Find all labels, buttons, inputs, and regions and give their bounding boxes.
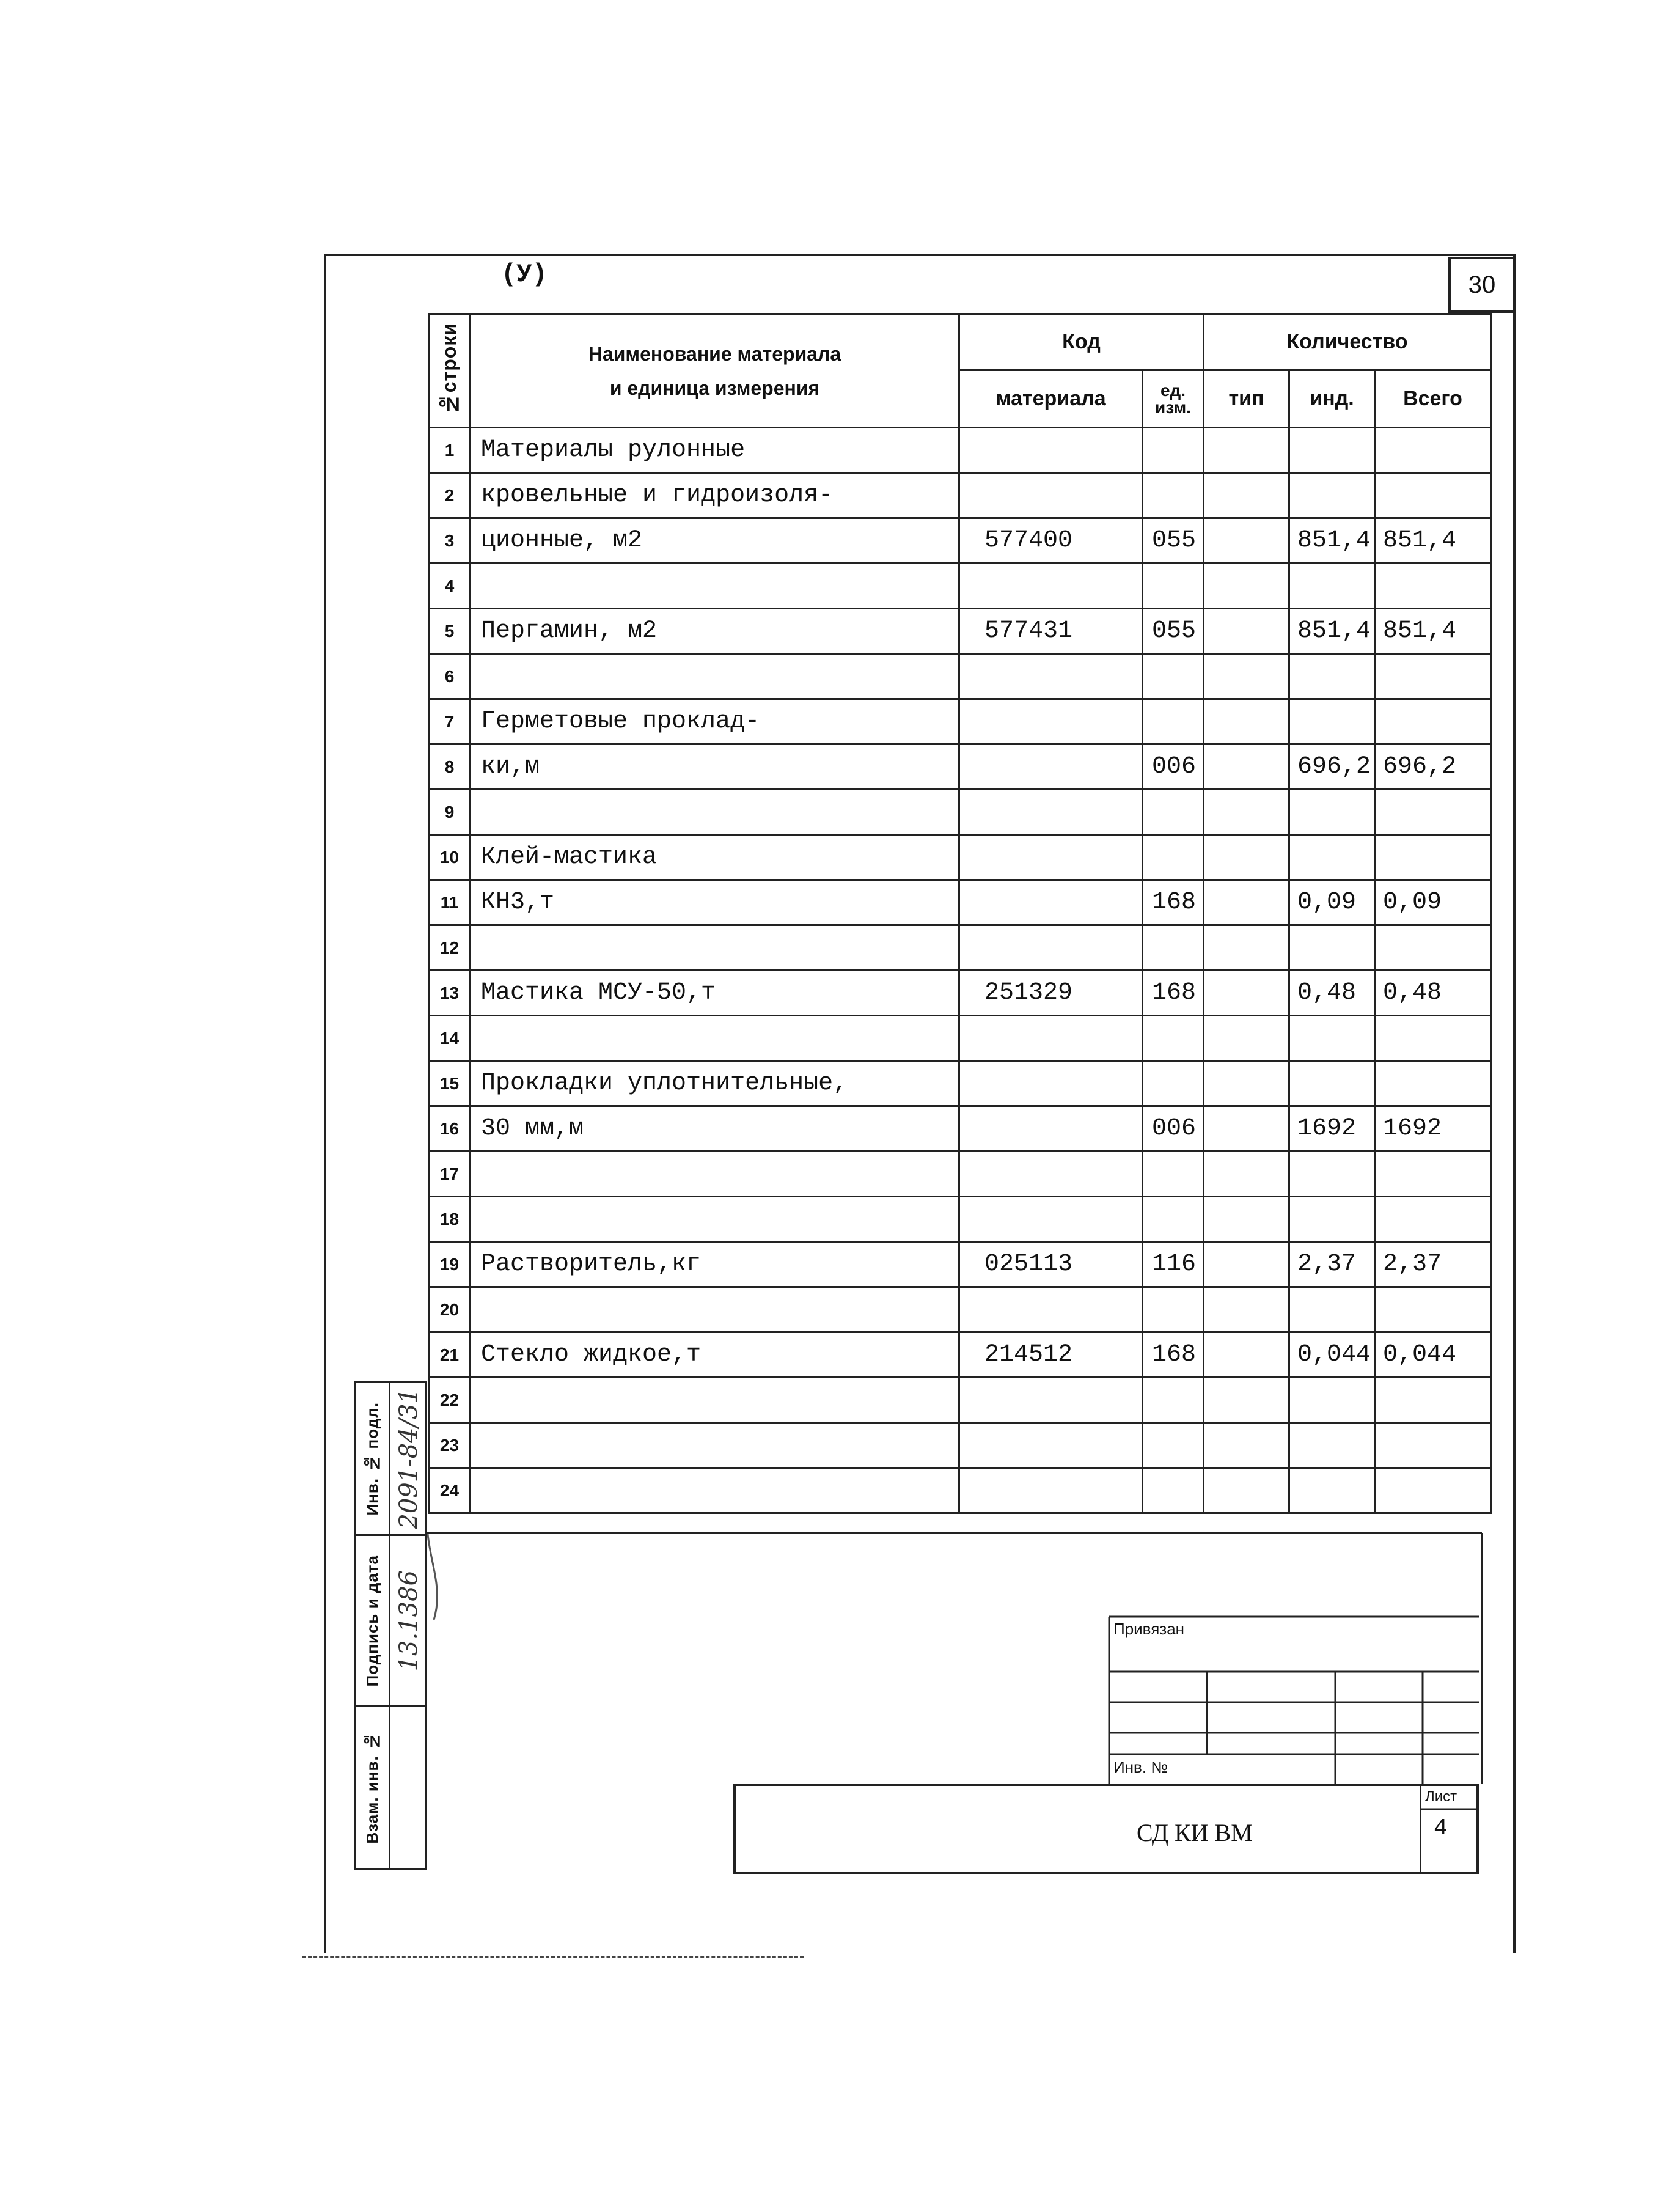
qty-total-header: Всего: [1375, 370, 1491, 428]
privyazan-label: Привязан: [1113, 1620, 1185, 1638]
unit-code: 168: [1143, 880, 1204, 925]
unit-code: 168: [1143, 971, 1204, 1016]
qty-ind: 851,4: [1289, 518, 1375, 564]
qty-ind: 0,48: [1289, 971, 1375, 1016]
row-number: 11: [429, 880, 471, 925]
qty-total: 0,044: [1375, 1332, 1491, 1378]
material-name: Растворитель,кг: [471, 1242, 959, 1287]
row-number: 4: [429, 564, 471, 609]
material-name: Стекло жидкое,т: [471, 1332, 959, 1378]
podpis-value: 13.1386: [394, 1570, 423, 1672]
name-header-line2: и единица измерения: [609, 377, 820, 399]
material-name: Мастика МСУ-50,т: [471, 971, 959, 1016]
material-name: ки,м: [471, 744, 959, 790]
material-name: КН3,т: [471, 880, 959, 925]
row-number: 17: [429, 1152, 471, 1197]
row-number: 18: [429, 1197, 471, 1242]
unit-code: 168: [1143, 1332, 1204, 1378]
vzam-label: Взам. инв. №: [363, 1732, 381, 1844]
row-number: 8: [429, 744, 471, 790]
code-header: Код: [959, 314, 1204, 370]
material-code: 025113: [959, 1242, 1143, 1287]
qty-total: 2,37: [1375, 1242, 1491, 1287]
qty-ind: 2,37: [1289, 1242, 1375, 1287]
row-number: 21: [429, 1332, 471, 1378]
row-number: 23: [429, 1423, 471, 1468]
material-name: Герметовые проклад-: [471, 699, 959, 744]
unit-code: 055: [1143, 518, 1204, 564]
row-number: 12: [429, 925, 471, 971]
row-number: 19: [429, 1242, 471, 1287]
sheet-box: [1420, 1784, 1479, 1874]
name-header-line1: Наименование материала: [588, 342, 841, 365]
document-code: СД КИ ВМ: [1137, 1819, 1253, 1846]
row-number: 15: [429, 1061, 471, 1106]
row-number: 2: [429, 473, 471, 518]
material-code: 214512: [959, 1332, 1143, 1378]
row-number: 16: [429, 1106, 471, 1152]
podpis-label: Подпись и дата: [363, 1554, 381, 1687]
qty-ind: 0,09: [1289, 880, 1375, 925]
row-number: 9: [429, 790, 471, 835]
title-block: [733, 1784, 1479, 1874]
material-name: Материалы рулонные: [471, 428, 959, 473]
unit-code: 055: [1143, 609, 1204, 654]
sheet-label: Лист: [1425, 1788, 1457, 1805]
code-material-header: материала: [959, 370, 1143, 428]
qty-total: 696,2: [1375, 744, 1491, 790]
unit-code: 116: [1143, 1242, 1204, 1287]
qty-ind: 696,2: [1289, 744, 1375, 790]
qty-total: 851,4: [1375, 609, 1491, 654]
row-number: 13: [429, 971, 471, 1016]
material-code: 577400: [959, 518, 1143, 564]
qty-ind-header: инд.: [1289, 370, 1375, 428]
qty-ind: 851,4: [1289, 609, 1375, 654]
material-code: 577431: [959, 609, 1143, 654]
material-name: Пергамин, м2: [471, 609, 959, 654]
row-number: 5: [429, 609, 471, 654]
row-number: 14: [429, 1016, 471, 1061]
code-unit-header: ед. изм.: [1143, 370, 1204, 428]
qty-ind: 0,044: [1289, 1332, 1375, 1378]
qty-total: 0,48: [1375, 971, 1491, 1016]
qty-total: 0,09: [1375, 880, 1491, 925]
page-number: 30: [1448, 257, 1516, 313]
unit-code: 006: [1143, 1106, 1204, 1152]
qty-type-header: тип: [1204, 370, 1289, 428]
row-number: 7: [429, 699, 471, 744]
sheet-number: 4: [1434, 1815, 1448, 1842]
unit-code: 006: [1143, 744, 1204, 790]
qty-total: 1692: [1375, 1106, 1491, 1152]
row-number: 24: [429, 1468, 471, 1513]
qty-ind: 1692: [1289, 1106, 1375, 1152]
row-number: 20: [429, 1287, 471, 1332]
row-no-header: №строки: [438, 323, 460, 416]
material-name: 30 мм,м: [471, 1106, 959, 1152]
material-name: Прокладки уплотнительные,: [471, 1061, 959, 1106]
row-number: 6: [429, 654, 471, 699]
row-number: 1: [429, 428, 471, 473]
material-code: 251329: [959, 971, 1143, 1016]
inv-podl-value: 2091-84/31: [394, 1388, 423, 1529]
row-number: 22: [429, 1378, 471, 1423]
header-mark: (У): [501, 260, 548, 289]
row-number: 3: [429, 518, 471, 564]
material-name: кровельные и гидроизоля-: [471, 473, 959, 518]
row-number: 10: [429, 835, 471, 880]
material-name: Клей-мастика: [471, 835, 959, 880]
material-name: ционные, м2: [471, 518, 959, 564]
inv-no-label: Инв. №: [1113, 1758, 1168, 1776]
qty-total: 851,4: [1375, 518, 1491, 564]
quantity-header: Количество: [1204, 314, 1491, 370]
inv-podl-label: Инв. № подл.: [363, 1402, 381, 1516]
